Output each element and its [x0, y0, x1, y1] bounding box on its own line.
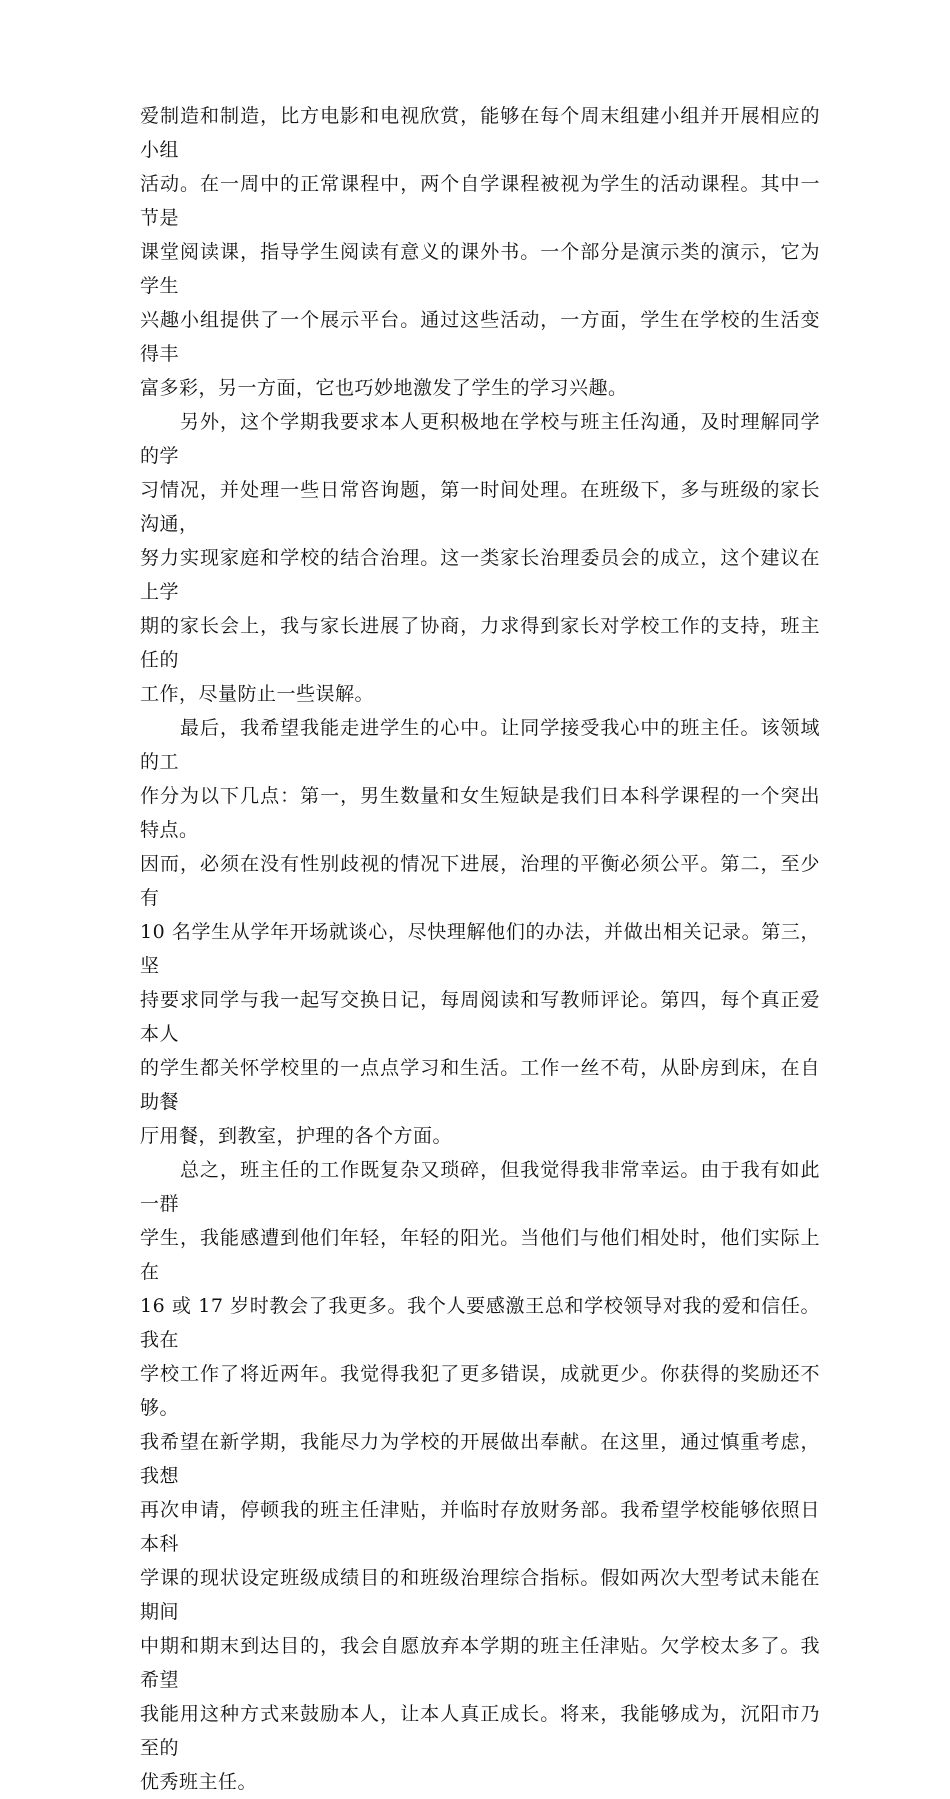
paragraph-activities: 爱制造和制造，比方电影和电视欣赏，能够在每个周末组建小组并开展相应的小组 活动。在一周中的正常课程中，两个自学课程被视为学生的活动课程。其中一节是 课堂阅读课，指导学生阅读有意义的课外书。一个部分是演示类的演示，它为学生 兴趣小组提供了一个展示平台。通过这些活动，一方面，学生在学校的生活变得丰 富多彩，另一方面，它也巧妙地激发了学生的学习兴趣。: [140, 105, 820, 399]
paragraph-student-hearts: 最后，我希望我能走进学生的心中。让同学接受我心中的班主任。该领域的工 作分为以下几点：第一，男生数量和女生短缺是我们日本科学课程的一个突出特点。 因而，必须在没有性别歧视的情况下进展，治理的平衡必须公平。第二，至少有 10 名学生从学年开场就谈心，尽快理解他们的办法，并做出相关记录。第三，坚 持要求同学与我一起写交换日记，每周阅读和写教师评论。第四，每个真正爱本人 的学生都关怀学校里的一点点学习和生活。工作一丝不苟，从卧房到床，在自助餐 厅用餐，到教室，护理的各个方面。: [140, 717, 820, 1147]
paragraph-communication: 另外，这个学期我要求本人更积极地在学校与班主任沟通，及时理解同学的学 习情况，并处理一些日常咨询题，第一时间处理。在班级下，多与班级的家长沟通， 努力实现家庭和学校的结合治理。这一类家长治理委员会的成立，这个建议在上学 期的家长会上，我与家长进展了协商，力求得到家长对学校工作的支持，班主任的 工作，尽量防止一些误解。: [140, 411, 820, 705]
document-page: [140, 99, 820, 1799]
paragraph-conclusion: 总之，班主任的工作既复杂又琐碎，但我觉得我非常幸运。由于我有如此一群 学生，我能感遭到他们年轻，年轻的阳光。当他们与他们相处时，他们实际上在 16 或 17 岁时教会了我更多。我个人要感激王总和学校领导对我的爱和信任。我在 学校工作了将近两年。我觉得我犯了更多错误，成就更少。你获得的奖励还不够。 我希望在新学期，我能尽力为学校的开展做出奉献。在这里，通过慎重考虑，我想 再次申请，停顿我的班主任津贴，并临时存放财务部。我希望学校能够依照日本科 学课的现状设定班级成绩目的和班级治理综合指标。假如两次大型考试未能在期间 中期和期末到达目的，我会自愿放弃本学期的班主任津贴。欠学校太多了。我希望 我能用这种方式来鼓励本人，让本人真正成长。将来，我能够成为，沉阳市乃至的 优秀班主任。: [140, 1159, 820, 1793]
